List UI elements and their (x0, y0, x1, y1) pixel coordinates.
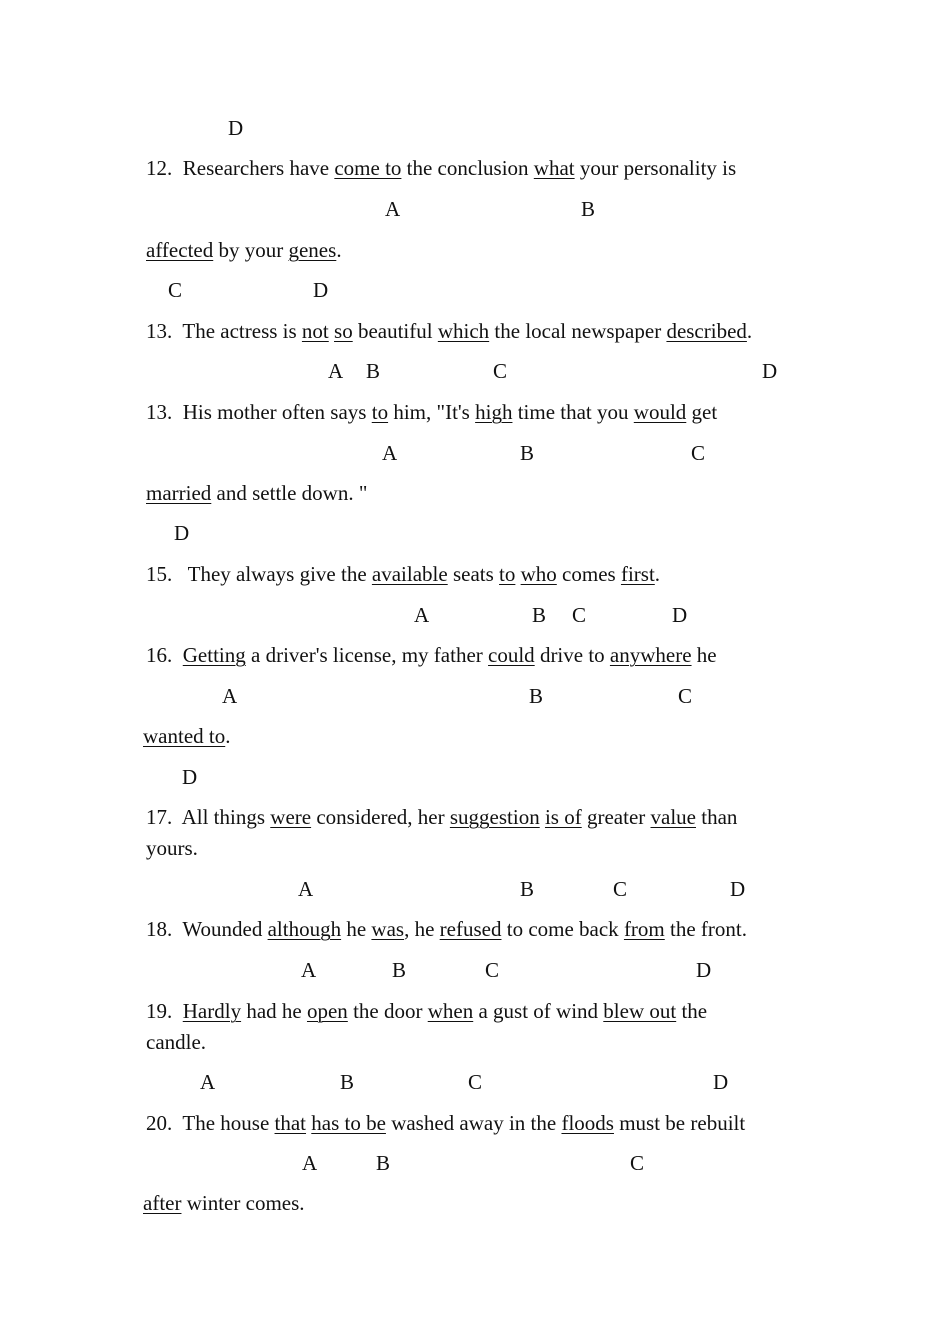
sentence-text: time that you (512, 400, 634, 424)
underlined-option-c: who (520, 562, 557, 586)
underlined-option-a: not (301, 319, 329, 343)
sentence-text: . (336, 238, 342, 262)
sentence-text: Wounded (182, 917, 268, 941)
sentence-text: , he (404, 917, 440, 941)
sentence-text: and settle down. " (211, 481, 368, 505)
underlined-option-b: to (499, 562, 516, 586)
sentence-text: your personality is (574, 156, 737, 180)
answer-letter-b: B (392, 958, 407, 982)
underlined-option-b: has to be (311, 1111, 386, 1135)
question-15 (146, 562, 660, 586)
answer-letter-b: B (366, 359, 381, 383)
sentence-text: he (691, 643, 717, 667)
underlined-option-a: come to (334, 156, 402, 180)
answer-letter-b: B (340, 1070, 355, 1094)
answer-letter-a: A (200, 1070, 216, 1094)
question-20-line2 (143, 1191, 305, 1215)
underlined-option-b: what (533, 156, 575, 180)
sentence-text: get (686, 400, 718, 424)
underlined-option-a: to (371, 400, 389, 424)
question-number: 13. (146, 319, 173, 343)
underlined-option-d: value (650, 805, 696, 829)
sentence-text: beautiful (352, 319, 438, 343)
sentence-text: greater (581, 805, 651, 829)
question-19-continuation: candle. (146, 1030, 207, 1054)
question-16 (146, 643, 717, 667)
sentence-text: considered, her (311, 805, 450, 829)
question-number: 18. (146, 917, 173, 941)
answer-letter-a: A (298, 877, 314, 901)
underlined-option-b: high (475, 400, 513, 424)
underlined-option-c: anywhere (609, 643, 692, 667)
question-12-line2 (146, 238, 342, 262)
answer-letter-a: A (414, 603, 430, 627)
sentence-text: a driver's license, my father (245, 643, 489, 667)
underlined-option-d: from (623, 917, 665, 941)
underlined-option-c: floods (561, 1111, 614, 1135)
sentence-text: seats (447, 562, 500, 586)
answer-letter-b: B (520, 877, 535, 901)
answer-letter-c: C (691, 441, 706, 465)
answer-letter-a: A (222, 684, 238, 708)
answer-letter-d: D (713, 1070, 729, 1094)
question-number: 13. (146, 400, 173, 424)
question-number: 20. (146, 1111, 173, 1135)
sentence-text: by your (213, 238, 289, 262)
sentence-text: than (696, 805, 738, 829)
answer-letter-c: C (493, 359, 508, 383)
sentence-text: . (654, 562, 661, 586)
question-12 (146, 156, 736, 180)
question-17-continuation: yours. (146, 836, 198, 860)
question-20 (146, 1111, 745, 1135)
underlined-option-d: married (146, 481, 212, 505)
answer-letter-d: D (182, 765, 198, 789)
question-13b (146, 400, 717, 424)
answer-letter-b: B (581, 197, 596, 221)
question-17 (146, 805, 737, 829)
underlined-option-c: affected (146, 238, 214, 262)
answer-letter-d: D (672, 603, 688, 627)
sentence-text: They always give the (187, 562, 372, 586)
underlined-option-c: would (633, 400, 687, 424)
answer-letter-d: D (762, 359, 778, 383)
sentence-text: His mother often says (182, 400, 372, 424)
sentence-text: the conclusion (401, 156, 534, 180)
sentence-text: the (676, 999, 708, 1023)
question-number: 12. (146, 156, 173, 180)
sentence-text: the local newspaper (489, 319, 667, 343)
underlined-option-d: wanted to (143, 724, 226, 748)
answer-letter-d: D (730, 877, 746, 901)
sentence-text: him, "It's (388, 400, 476, 424)
underlined-option-a: Hardly (182, 999, 242, 1023)
underlined-option-c: which (437, 319, 490, 343)
underlined-option-b: suggestion (449, 805, 540, 829)
underlined-option-a: that (274, 1111, 307, 1135)
underlined-option-d: blew out (603, 999, 677, 1023)
question-number: 17. (146, 805, 173, 829)
answer-letter-c: C (468, 1070, 483, 1094)
question-13a (146, 319, 752, 343)
answer-letter-a: A (301, 958, 317, 982)
answer-letter-d: D (313, 278, 329, 302)
sentence-text: All things (181, 805, 271, 829)
answer-letter-c: C (168, 278, 183, 302)
underlined-option-a: were (270, 805, 312, 829)
answer-letter-c: C (485, 958, 500, 982)
sentence-text: The actress is (182, 319, 302, 343)
answer-letter-d: D (696, 958, 712, 982)
underlined-option-b: so (334, 319, 353, 343)
answer-letter-b: B (529, 684, 544, 708)
sentence-text: had he (241, 999, 307, 1023)
sentence-text: must be rebuilt (613, 1111, 746, 1135)
question-number: 15. (146, 562, 173, 586)
sentence-text: washed away in the (385, 1111, 562, 1135)
sentence-text: . (225, 724, 231, 748)
question-13b-line2 (146, 481, 367, 505)
answer-letter-c: C (630, 1151, 645, 1175)
underlined-option-c: is of (544, 805, 582, 829)
question-number: 19. (146, 999, 173, 1023)
underlined-option-b: open (306, 999, 348, 1023)
sentence-text: he (341, 917, 372, 941)
underlined-option-d: after (143, 1191, 182, 1215)
sentence-text: to come back (501, 917, 624, 941)
sentence-text: drive to (534, 643, 610, 667)
answer-letter-a: A (385, 197, 401, 221)
question-16-line2 (143, 724, 230, 748)
answer-letter-c: C (613, 877, 628, 901)
answer-letter-d: D (174, 521, 190, 545)
answer-letter-b: B (520, 441, 535, 465)
sentence-text: Researchers have (182, 156, 335, 180)
underlined-option-d: first (620, 562, 655, 586)
underlined-option-a: although (267, 917, 342, 941)
underlined-option-d: described (666, 319, 747, 343)
sentence-text: the front. (664, 917, 747, 941)
sentence-text: comes (556, 562, 621, 586)
answer-letter-a: A (382, 441, 398, 465)
underlined-option-c: refused (439, 917, 502, 941)
question-number: 16. (146, 643, 173, 667)
sentence-text: . (746, 319, 753, 343)
answer-letter-a: A (302, 1151, 318, 1175)
sentence-text: the door (347, 999, 428, 1023)
underlined-option-d: genes (288, 238, 337, 262)
underlined-option-c: when (427, 999, 474, 1023)
underlined-option-b: could (488, 643, 535, 667)
question-18 (146, 917, 747, 941)
underlined-option-b: was (371, 917, 405, 941)
answer-letter-c: C (678, 684, 693, 708)
sentence-text: a gust of wind (473, 999, 604, 1023)
sentence-text: The house (182, 1111, 275, 1135)
underlined-option-a: Getting (182, 643, 246, 667)
underlined-option-a: available (371, 562, 448, 586)
answer-letter-b: B (532, 603, 547, 627)
question-19 (146, 999, 707, 1023)
sentence-text: winter comes. (181, 1191, 305, 1215)
answer-letter-c: C (572, 603, 587, 627)
answer-letter: D (228, 116, 244, 140)
answer-letter-a: A (328, 359, 344, 383)
answer-letter-b: B (376, 1151, 391, 1175)
